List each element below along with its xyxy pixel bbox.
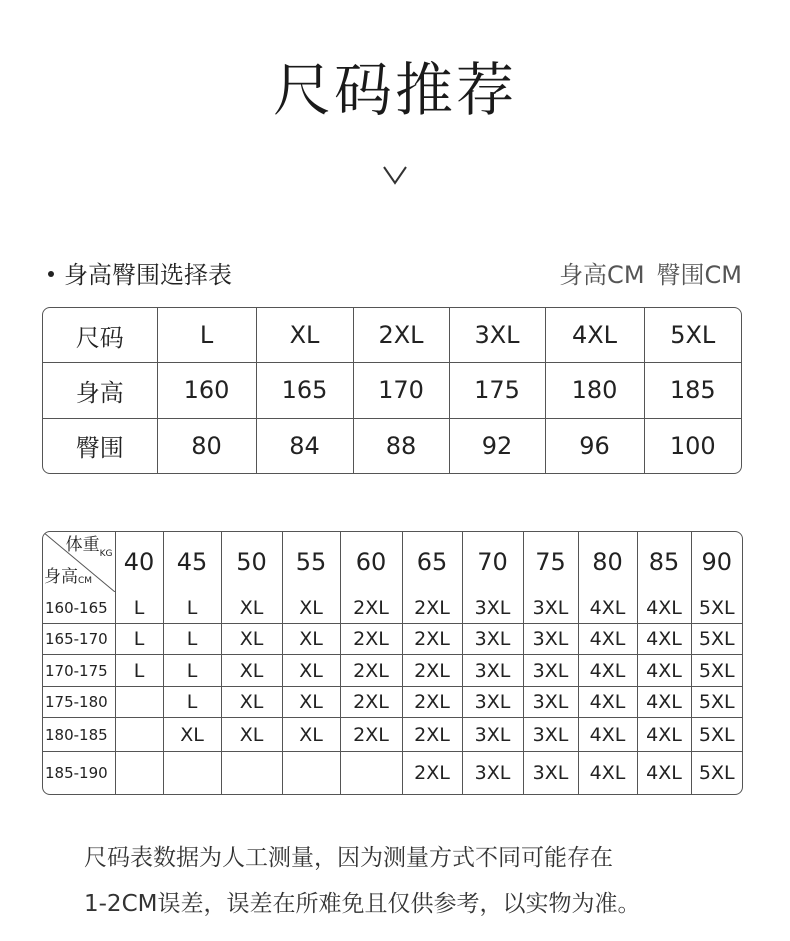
size-cell: 3XL: [523, 752, 578, 794]
size-cell: 2XL: [402, 592, 462, 623]
size-cell: [115, 686, 163, 717]
table-row: [43, 686, 742, 717]
table-cell: 170: [353, 363, 449, 418]
size-cell: XL: [221, 655, 282, 686]
height-range-label: 170-175: [43, 655, 115, 686]
size-cell: 3XL: [523, 686, 578, 717]
table-cell: 臀围: [43, 418, 157, 473]
size-cell: 5XL: [691, 686, 742, 717]
size-cell: 3XL: [523, 624, 578, 655]
table-cell: 4XL: [545, 308, 644, 363]
table-cell: 175: [449, 363, 545, 418]
weight-header-cell: 70: [462, 532, 523, 592]
size-cell: 5XL: [691, 624, 742, 655]
weight-height-table: [42, 531, 743, 795]
table-row: [43, 363, 741, 418]
note-line-1: 尺码表数据为人工测量，因为测量方式不同可能存在: [84, 845, 613, 871]
size-cell: 4XL: [637, 752, 691, 794]
weight-header-cell: 80: [578, 532, 637, 592]
table-corner-cell: [43, 532, 115, 592]
bullet-icon: [48, 271, 54, 277]
height-range-label: 185-190: [43, 752, 115, 794]
size-cell: 4XL: [637, 592, 691, 623]
size-cell: 3XL: [462, 686, 523, 717]
table-row: [43, 624, 742, 655]
size-cell: 2XL: [402, 624, 462, 655]
table-cell: 160: [157, 363, 256, 418]
size-cell: 4XL: [637, 655, 691, 686]
size-cell: XL: [221, 624, 282, 655]
size-cell: 2XL: [402, 655, 462, 686]
height-hip-table: [42, 307, 742, 474]
size-cell: 4XL: [637, 624, 691, 655]
size-cell: 4XL: [637, 717, 691, 751]
height-range-label: 175-180: [43, 686, 115, 717]
table-row: [43, 717, 742, 751]
size-cell: 4XL: [578, 717, 637, 751]
size-cell: 5XL: [691, 717, 742, 751]
size-cell: [340, 752, 402, 794]
size-cell: 2XL: [340, 686, 402, 717]
size-cell: XL: [282, 686, 340, 717]
unit-legend: [547, 258, 742, 292]
table-cell: 88: [353, 418, 449, 473]
size-cell: 4XL: [578, 592, 637, 623]
corner-height-label: 身高CM: [44, 567, 93, 588]
table-cell: 尺码: [43, 308, 157, 363]
table-cell: 身高: [43, 363, 157, 418]
table-header-row: [43, 308, 741, 363]
size-cell: 4XL: [578, 752, 637, 794]
size-cell: XL: [282, 717, 340, 751]
size-cell: 3XL: [523, 592, 578, 623]
size-cell: [282, 752, 340, 794]
size-cell: 2XL: [340, 655, 402, 686]
size-cell: 4XL: [578, 686, 637, 717]
size-cell: 3XL: [462, 592, 523, 623]
size-cell: XL: [163, 717, 221, 751]
size-cell: 2XL: [402, 752, 462, 794]
disclaimer-note: [84, 835, 640, 927]
weight-header-cell: 55: [282, 532, 340, 592]
table-cell: 84: [256, 418, 353, 473]
size-cell: XL: [282, 655, 340, 686]
size-cell: 3XL: [523, 655, 578, 686]
unit-hip: 臀围CM: [656, 261, 742, 289]
weight-header-cell: 40: [115, 532, 163, 592]
weight-header-cell: 65: [402, 532, 462, 592]
size-cell: [115, 717, 163, 751]
size-cell: L: [115, 592, 163, 623]
table-cell: 96: [545, 418, 644, 473]
section-heading: [48, 258, 232, 292]
chevron-down-icon: [382, 164, 408, 190]
table-cell: 80: [157, 418, 256, 473]
size-cell: 3XL: [462, 655, 523, 686]
size-cell: 4XL: [578, 624, 637, 655]
size-cell: 3XL: [462, 717, 523, 751]
size-cell: 2XL: [340, 717, 402, 751]
table-row: [43, 418, 741, 473]
table-cell: 180: [545, 363, 644, 418]
size-cell: 2XL: [402, 717, 462, 751]
size-cell: 2XL: [340, 592, 402, 623]
weight-header-cell: 75: [523, 532, 578, 592]
weight-header-cell: 50: [221, 532, 282, 592]
size-cell: XL: [221, 592, 282, 623]
size-cell: 4XL: [637, 686, 691, 717]
height-range-label: 180-185: [43, 717, 115, 751]
size-cell: XL: [221, 686, 282, 717]
table-header-row: [43, 532, 742, 592]
size-cell: 3XL: [462, 752, 523, 794]
table-cell: 5XL: [644, 308, 741, 363]
table-row: [43, 592, 742, 623]
size-cell: [221, 752, 282, 794]
weight-header-cell: 45: [163, 532, 221, 592]
size-cell: 2XL: [340, 624, 402, 655]
table-cell: 3XL: [449, 308, 545, 363]
size-cell: L: [115, 624, 163, 655]
table-cell: L: [157, 308, 256, 363]
table-cell: 92: [449, 418, 545, 473]
page-title: 尺码推荐: [272, 56, 517, 124]
height-range-label: 165-170: [43, 624, 115, 655]
size-cell: [115, 752, 163, 794]
height-range-label: 160-165: [43, 592, 115, 623]
size-cell: L: [163, 655, 221, 686]
size-cell: XL: [282, 624, 340, 655]
size-cell: 5XL: [698, 762, 735, 785]
section-heading-text: 身高臀围选择表: [64, 261, 232, 289]
table-row: [43, 752, 742, 794]
note-line-2: 1-2CM误差，误差在所难免且仅供参考，以实物为准。: [84, 891, 641, 917]
size-cell: L: [163, 624, 221, 655]
size-cell: 5XL: [691, 655, 742, 686]
size-cell: 3XL: [462, 624, 523, 655]
size-cell: L: [115, 655, 163, 686]
size-cell: XL: [221, 717, 282, 751]
unit-height: 身高CM: [559, 261, 645, 289]
size-cell: L: [163, 592, 221, 623]
size-cell: 3XL: [523, 717, 578, 751]
corner-weight-label: 体重$_{KG}$: [65, 535, 113, 559]
table-cell: XL: [256, 308, 353, 363]
table-cell: 185: [644, 363, 741, 418]
size-cell: [163, 752, 221, 794]
table-cell: 100: [669, 431, 716, 460]
weight-header-cell: 60: [340, 532, 402, 592]
table-cell: 2XL: [353, 308, 449, 363]
size-cell: 5XL: [691, 592, 742, 623]
size-cell: 2XL: [402, 686, 462, 717]
table-cell: 165: [256, 363, 353, 418]
weight-header-cell: 85: [637, 532, 691, 592]
size-cell: XL: [282, 592, 340, 623]
table-row: [43, 655, 742, 686]
weight-header-cell: 90: [701, 548, 733, 577]
size-cell: 4XL: [578, 655, 637, 686]
size-cell: L: [163, 686, 221, 717]
